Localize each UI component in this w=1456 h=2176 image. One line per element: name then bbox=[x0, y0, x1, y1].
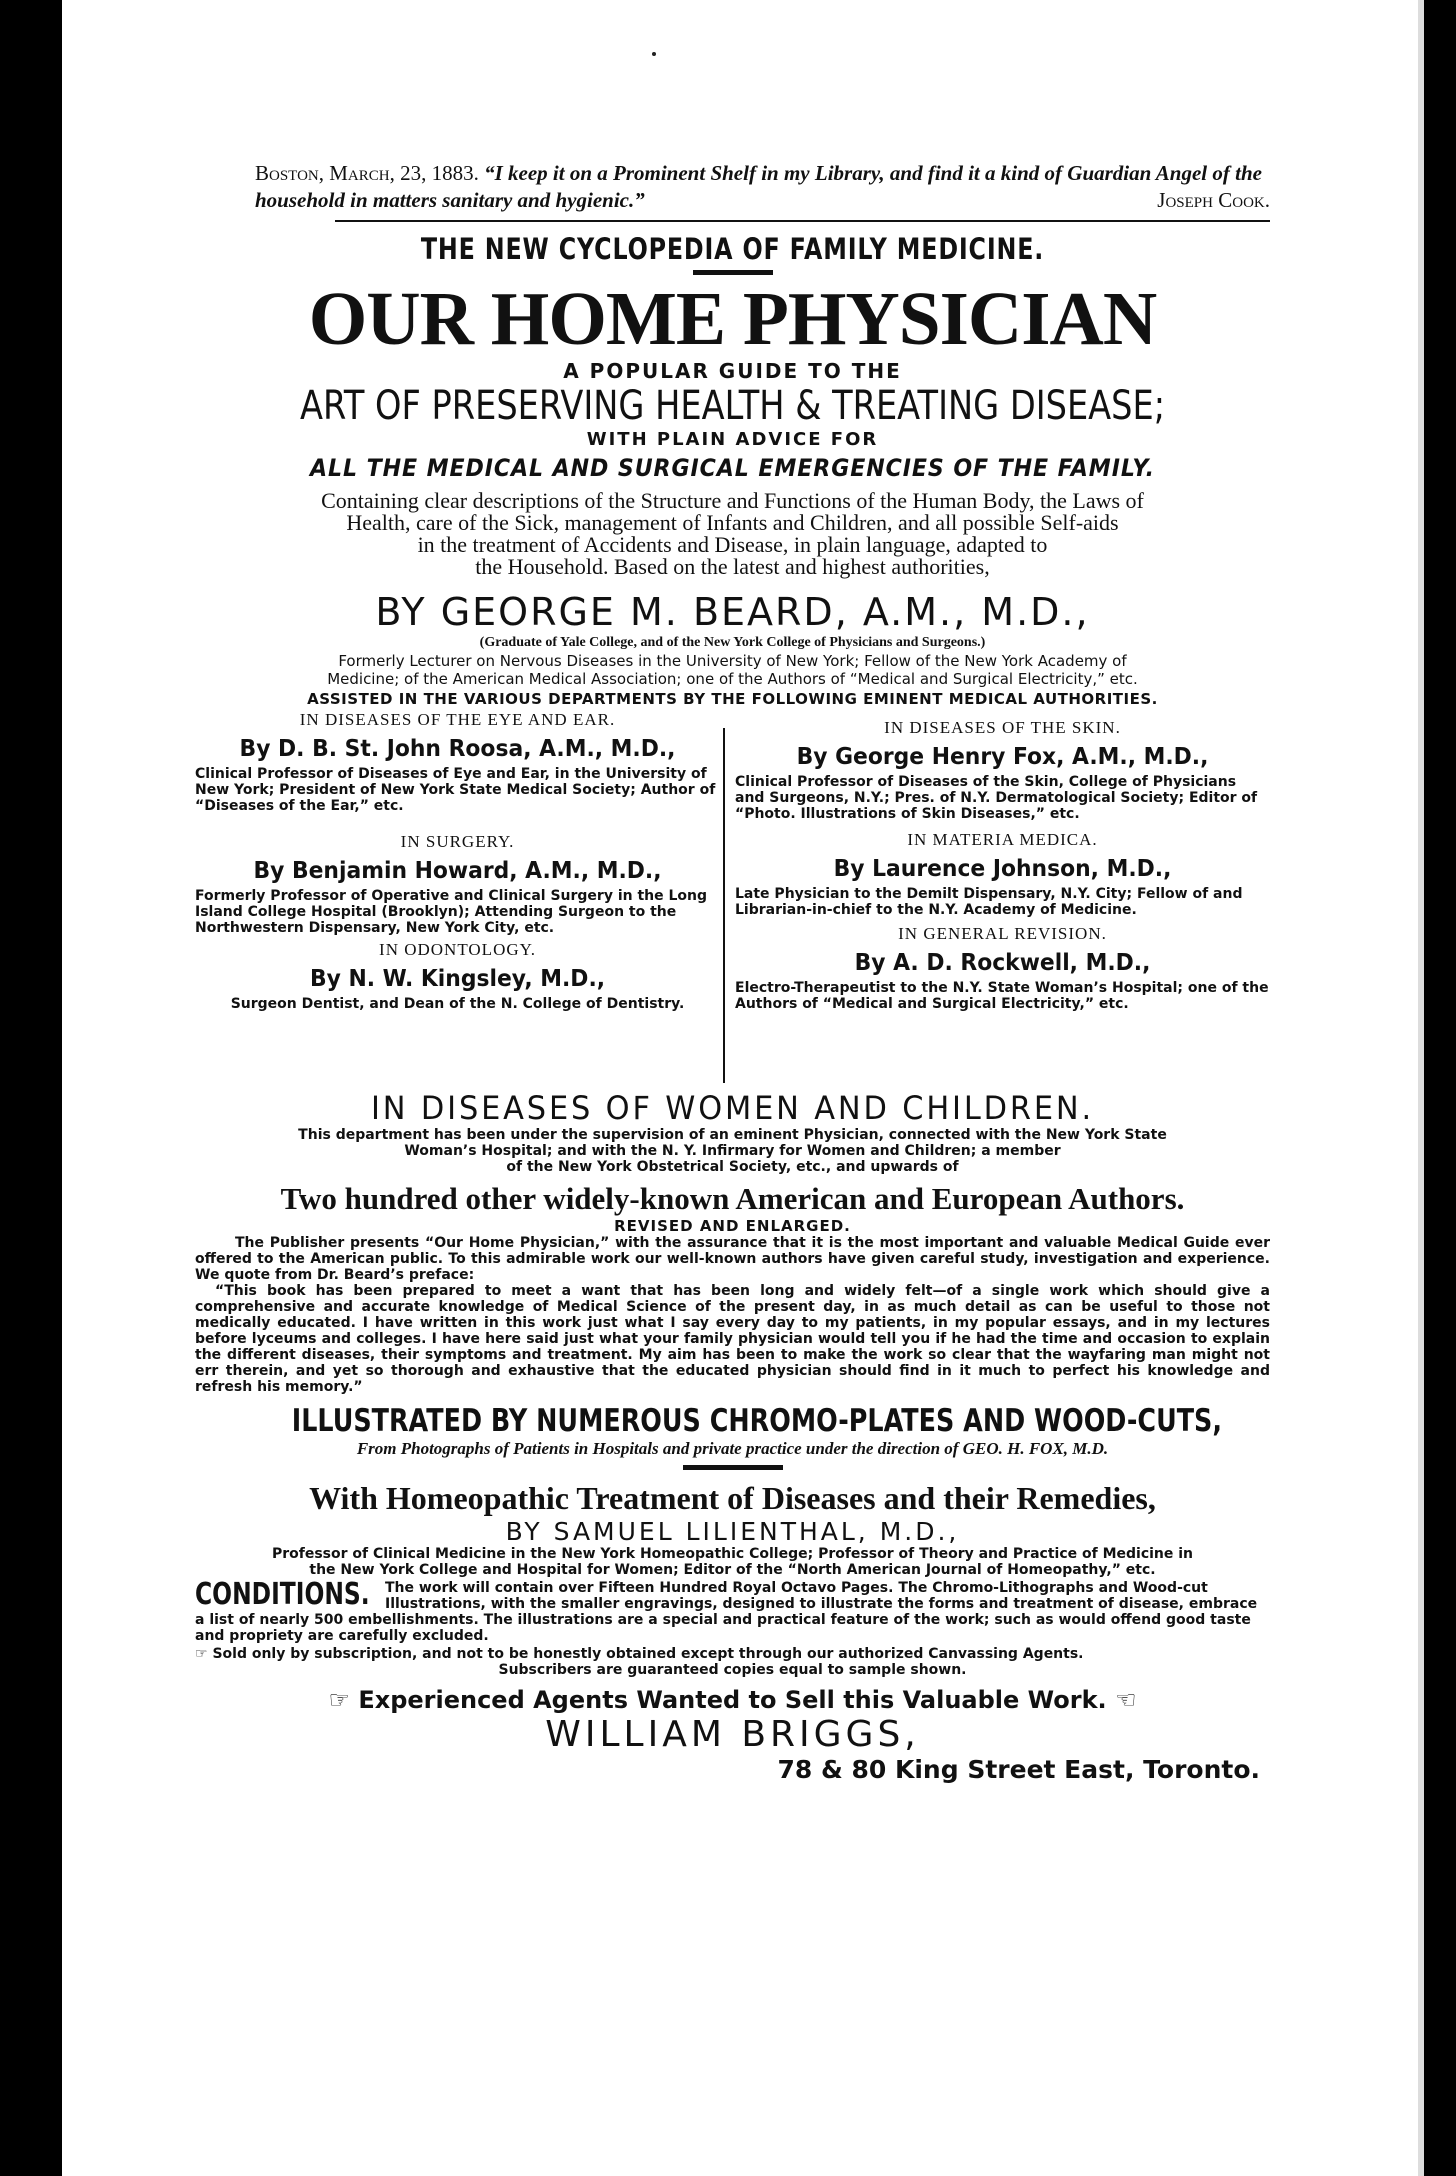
agents-wanted bbox=[195, 1686, 1270, 1714]
left-column bbox=[195, 710, 720, 1012]
materia-desc: Late Physician to the Demilt Dispensary, N.Y. City; Fellow of and Librarian-in-chief to the N.Y. Academy of Medicine. bbox=[735, 886, 1243, 918]
header-quote bbox=[195, 160, 1270, 214]
materia-doctor: By Laurence Johnson, M.D., bbox=[833, 856, 1172, 882]
women-line-1: This department has been under the supervision of an eminent Physician, connected with the New York State bbox=[298, 1127, 1167, 1143]
conditions-text: The work will contain over Fifteen Hundred Royal Octavo Pages. The Chromo-Lithographs and Wood-cut Illustrations, with the smaller engravings, designed to illustrate the forms and treatment of disease, embrace a list of nearly 500 embellishments. The illustrations are a special and practical feature of the work; such as would offend good taste and propriety are carefully excluded. bbox=[195, 1580, 1258, 1644]
guide-subtitle: A POPULAR GUIDE TO THE bbox=[563, 359, 902, 383]
sold-line-2: Subscribers are guaranteed copies equal to sample shown. bbox=[498, 1662, 967, 1678]
lilienthal-line-1: Professor of Clinical Medicine in the New York Homeopathic College; Professor of Theory and Practice of Medicine in bbox=[271, 1546, 1194, 1562]
revision-desc: Electro-Therapeutist to the N.Y. State Woman’s Hospital; one of the Authors of “Medical and Surgical Electricity,” etc. bbox=[735, 980, 1269, 1012]
publisher-address: 78 & 80 King Street East, Toronto. bbox=[777, 1755, 1260, 1784]
pointing-hand-right-icon: ☜ bbox=[1106, 1686, 1137, 1714]
author-formerly bbox=[195, 652, 1270, 688]
cyclopedia-title: THE NEW CYCLOPEDIA OF FAMILY MEDICINE. bbox=[420, 232, 1045, 266]
conditions-label: CONDITIONS. bbox=[195, 1577, 370, 1612]
eye-ear-heading: IN DISEASES OF THE EYE AND EAR. bbox=[299, 710, 616, 729]
pointing-hand-icon: ☞ bbox=[195, 1646, 213, 1662]
scan-left-border bbox=[0, 0, 62, 2176]
sold-by-subscription bbox=[195, 1646, 1270, 1662]
skin-doctor: By George Henry Fox, A.M., M.D., bbox=[796, 744, 1209, 770]
women-line-3: of the New York Obstetrical Society, etc., and upwards of bbox=[506, 1159, 959, 1175]
description-block bbox=[195, 490, 1270, 578]
quote-text: “I keep it on a Prominent Shelf in my Library, and find it a kind of Guardian Angel of the household in matters sanitary and hygienic.” bbox=[255, 161, 1262, 212]
authorities-columns bbox=[195, 710, 1270, 1085]
illustrated-rule bbox=[683, 1465, 783, 1470]
main-title: OUR HOME PHYSICIAN bbox=[308, 277, 1157, 361]
women-children-heading: IN DISEASES OF WOMEN AND CHILDREN. bbox=[370, 1089, 1095, 1127]
pointing-hand-left-icon: ☞ bbox=[328, 1686, 359, 1714]
author-graduate: (Graduate of Yale College, and of the New York College of Physicians and Surgeons.) bbox=[479, 635, 986, 650]
odontology-heading: IN ODONTOLOGY. bbox=[379, 940, 536, 959]
column-divider bbox=[723, 728, 725, 1083]
conditions-block bbox=[195, 1577, 1270, 1644]
header-rule bbox=[335, 220, 1270, 222]
description-line-2: Health, care of the Sick, management of Infants and Children, and all possible Self-aids bbox=[346, 510, 1119, 535]
revision-heading: IN GENERAL REVISION. bbox=[898, 924, 1107, 943]
description-line-4: the Household. Based on the latest and highest authorities, bbox=[475, 554, 990, 579]
scan-right-border bbox=[1424, 0, 1456, 2176]
photographs-line: From Photographs of Patients in Hospitals and private practice under the direction of GEO. H. FOX, M.D. bbox=[356, 1439, 1109, 1458]
art-subtitle: ART OF PRESERVING HEALTH & TREATING DISEASE; bbox=[299, 383, 1166, 429]
surgery-desc: Formerly Professor of Operative and Clinical Surgery in the Long Island College Hospital (Brooklyn); Attending Surgeon to the Northwestern Dispensary, New York City, etc. bbox=[195, 888, 708, 936]
materia-heading: IN MATERIA MEDICA. bbox=[907, 830, 1098, 849]
lilienthal-credentials bbox=[195, 1546, 1270, 1578]
advertisement-page bbox=[195, 160, 1270, 2030]
odontology-desc: Surgeon Dentist, and Dean of the N. College of Dentistry. bbox=[230, 996, 685, 1012]
revision-doctor: By A. D. Rockwell, M.D., bbox=[854, 950, 1151, 976]
agents-text: Experienced Agents Wanted to Sell this Valuable Work. bbox=[358, 1686, 1107, 1714]
skin-desc: Clinical Professor of Diseases of the Skin, College of Physicians and Surgeons, N.Y.; Pres. of N.Y. Dermatological Society; Editor of “Photo. Illustrations of Skin Diseases,” etc. bbox=[735, 774, 1258, 822]
sold-line-1: Sold only by subscription, and not to be honestly obtained except through our authorized Canvassing Agents. bbox=[212, 1646, 1084, 1662]
odontology-doctor: By N. W. Kingsley, M.D., bbox=[309, 966, 606, 992]
women-children-text bbox=[195, 1127, 1270, 1175]
lilienthal-byline: BY SAMUEL LILIENTHAL, M.D., bbox=[505, 1517, 960, 1546]
women-line-2: Woman’s Hospital; and with the N. Y. Infirmary for Women and Children; a member bbox=[404, 1143, 1061, 1159]
lilienthal-line-2: the New York College and Hospital for Women; Editor of the “North American Journal of Homeopathy,” etc. bbox=[309, 1562, 1156, 1578]
description-line-1: Containing clear descriptions of the Structure and Functions of the Human Body, the Laws of bbox=[321, 488, 1144, 513]
homeopathic-heading: With Homeopathic Treatment of Diseases and their Remedies, bbox=[309, 1480, 1156, 1516]
quote-author: Joseph Cook. bbox=[1157, 188, 1270, 212]
beard-preface-quote: “This book has been prepared to meet a want that has been long and widely felt—of a single work which should give a comprehensive and accurate knowledge of Medical Science of the present day, in as much detail as can be useful to those not medically educated. I have written in this work just what I say every day to my patients, in my popular essays, and in my lectures before lyceums and colleges. I have here said just what your family physician would tell you if he had the time and occasion to explain the different diseases, their symptoms and treatment. My aim has been to make the work so clear that the wayfaring man might not err therein, and yet so thorough and exhaustive that the educated physician should find in it much to perfect his knowledge and refresh his memory.” bbox=[195, 1283, 1270, 1395]
surgery-doctor: By Benjamin Howard, A.M., M.D., bbox=[253, 858, 662, 884]
two-hundred-authors: Two hundred other widely-known American and European Authors. bbox=[280, 1181, 1185, 1216]
scan-speck bbox=[652, 52, 656, 56]
title-ornament-rule bbox=[693, 270, 773, 275]
author-formerly-line-1: Formerly Lecturer on Nervous Diseases in the University of New York; Fellow of the New York Academy of bbox=[338, 652, 1127, 670]
plain-advice: WITH PLAIN ADVICE FOR bbox=[586, 429, 879, 450]
skin-heading: IN DISEASES OF THE SKIN. bbox=[884, 718, 1121, 737]
quote-place-date: Boston, March, 23, 1883. bbox=[255, 161, 479, 185]
assisted-heading: ASSISTED IN THE VARIOUS DEPARTMENTS BY THE FOLLOWING EMINENT MEDICAL AUTHORITIES. bbox=[307, 690, 1158, 708]
eye-ear-desc: Clinical Professor of Diseases of Eye and Ear, in the University of New York; President of New York State Medical Society; Author of “Diseases of the Ear,” etc. bbox=[195, 766, 716, 814]
right-column bbox=[735, 710, 1270, 1012]
publisher-name: WILLIAM BRIGGS, bbox=[545, 1714, 920, 1755]
description-line-3: in the treatment of Accidents and Disease, in plain language, adapted to bbox=[417, 532, 1048, 557]
eye-ear-doctor: By D. B. St. John Roosa, A.M., M.D., bbox=[239, 736, 676, 762]
revised-enlarged: REVISED AND ENLARGED. bbox=[614, 1217, 851, 1235]
surgery-heading: IN SURGERY. bbox=[400, 832, 515, 851]
author-byline: BY GEORGE M. BEARD, A.M., M.D., bbox=[375, 590, 1090, 634]
emergencies-line: ALL THE MEDICAL AND SURGICAL EMERGENCIES OF THE FAMILY. bbox=[310, 454, 1155, 482]
publisher-statement: The Publisher presents “Our Home Physician,” with the assurance that it is the most important and valuable Medical Guide ever offered to the American public. To this admirable work our well-known authors have given careful study, investigation and experience. We quote from Dr. Beard’s preface: bbox=[195, 1235, 1270, 1283]
illustrated-heading: ILLUSTRATED BY NUMEROUS CHROMO-PLATES AND WOOD-CUTS, bbox=[291, 1403, 1223, 1439]
author-formerly-line-2: Medicine; of the American Medical Association; one of the Authors of “Medical and Surgical Electricity,” etc. bbox=[327, 670, 1138, 688]
